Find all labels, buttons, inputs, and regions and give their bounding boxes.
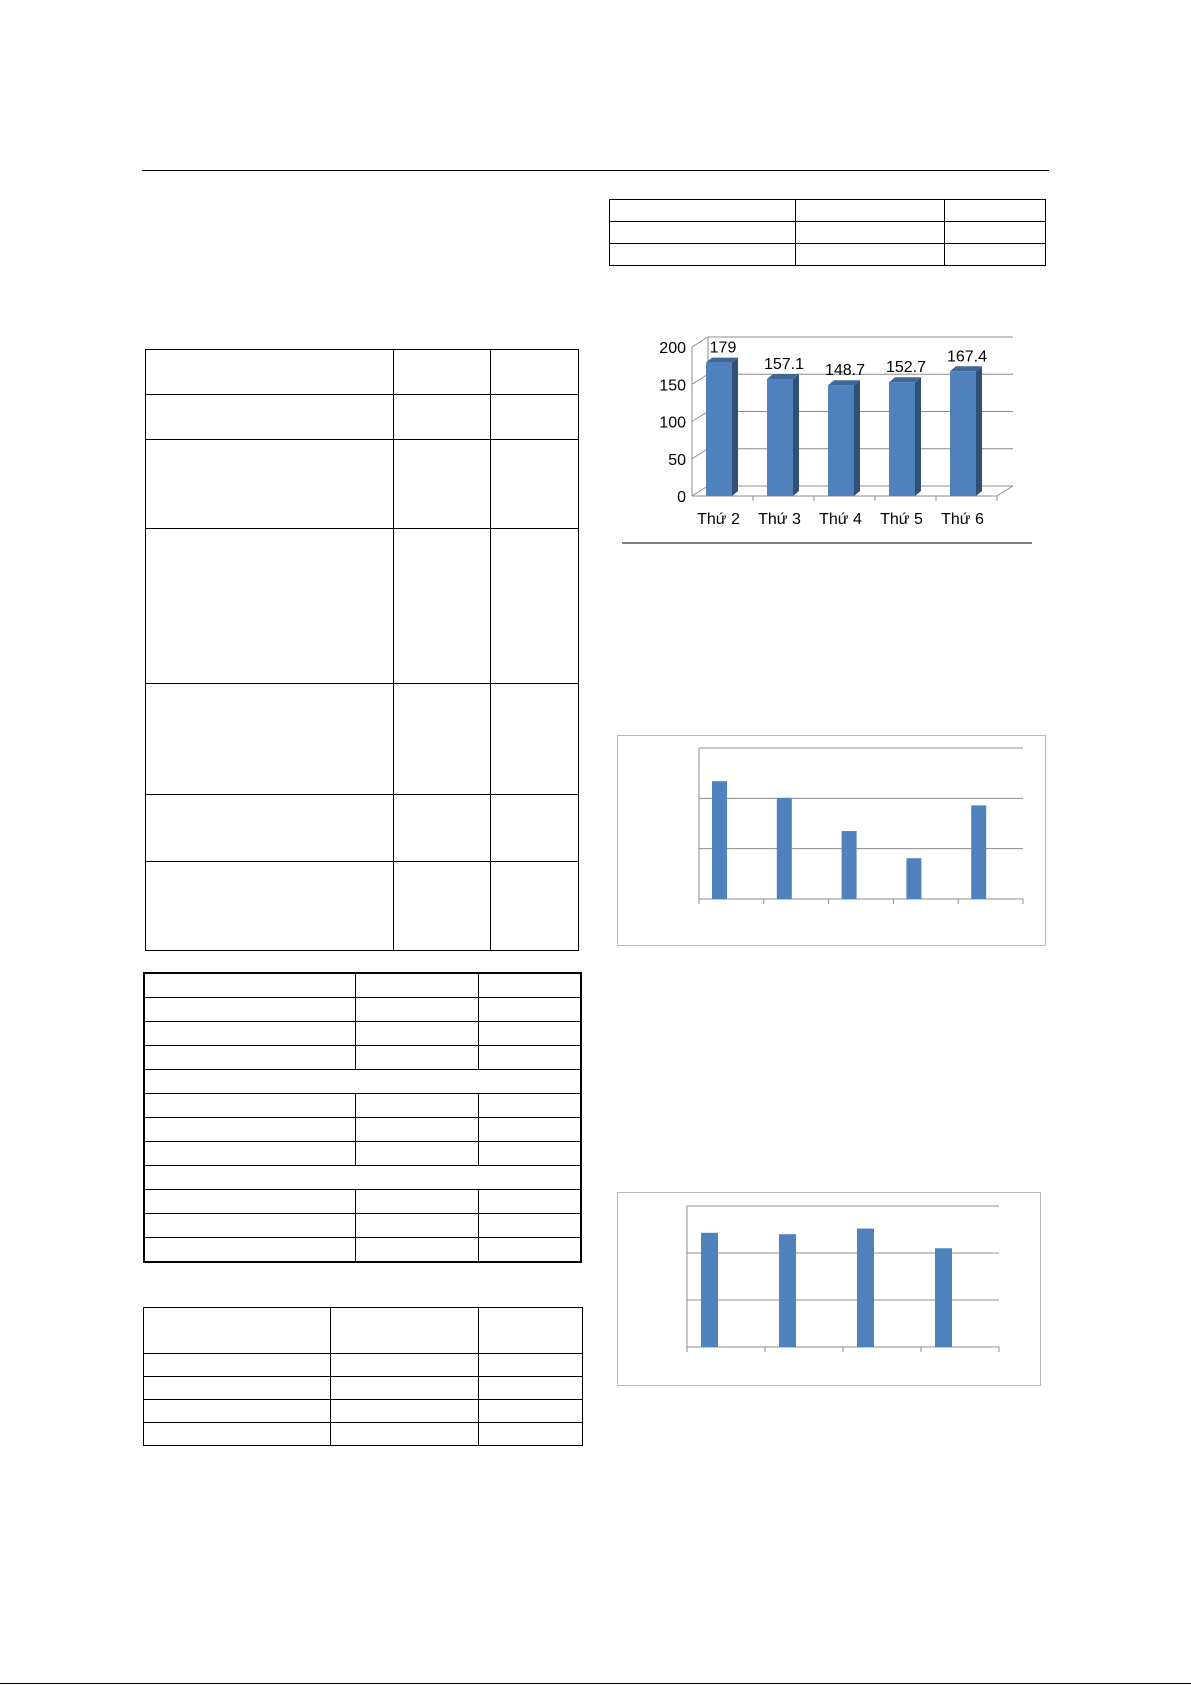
- table-row: [610, 244, 1046, 266]
- table-row: [145, 1190, 581, 1214]
- data-label: 179: [709, 339, 737, 357]
- y-tick-label: 50: [668, 451, 686, 469]
- table-row: [146, 684, 579, 795]
- table-row: [145, 998, 581, 1022]
- x-tick-label: Thứ 2: [697, 511, 740, 528]
- table-row: [145, 1214, 581, 1238]
- bar-chart-2: [617, 735, 1046, 946]
- floor-right: [997, 486, 1013, 496]
- gridline-side: [692, 374, 708, 384]
- x-tick-label: Thứ 3: [758, 511, 801, 528]
- data-label: 148.7: [824, 362, 866, 380]
- table-row: [145, 1094, 581, 1118]
- table-row: [146, 795, 579, 862]
- data-label: 152.7: [885, 359, 927, 377]
- bar-side: [854, 380, 860, 496]
- data-label: 167.4: [946, 348, 988, 366]
- table-left-2: [144, 973, 581, 1262]
- table-row: [146, 862, 579, 951]
- table-row: [145, 1238, 581, 1262]
- bar: [706, 363, 732, 496]
- table-row: [145, 974, 581, 998]
- table-row: [145, 1046, 581, 1070]
- table-row: [610, 200, 1046, 222]
- bar-side: [976, 366, 982, 496]
- header-rule: [142, 170, 1049, 171]
- bar: [842, 831, 857, 899]
- x-tick-label: Thứ 5: [880, 511, 923, 528]
- table-section-row: [145, 1166, 581, 1190]
- bar: [857, 1229, 874, 1347]
- x-tick-label: Thứ 6: [941, 511, 984, 528]
- table-row: [144, 1423, 583, 1446]
- table-row: [146, 350, 579, 395]
- table-row: [144, 1400, 583, 1423]
- bar: [828, 385, 854, 496]
- table-section-row: [145, 1070, 581, 1094]
- table-row: [146, 440, 579, 529]
- bar-side: [732, 358, 738, 496]
- bar-side: [793, 374, 799, 496]
- bar-side: [915, 377, 921, 496]
- table-row: [144, 1354, 583, 1377]
- table-row: [144, 1377, 583, 1400]
- table-row: [145, 1118, 581, 1142]
- data-label: 157.1: [763, 355, 805, 373]
- footer-rule: [0, 1683, 1191, 1684]
- y-tick-label: 150: [659, 377, 686, 395]
- bar: [906, 858, 921, 899]
- bar: [712, 781, 727, 899]
- table-row: [610, 222, 1046, 244]
- bar: [767, 379, 793, 496]
- bar: [950, 371, 976, 496]
- bar: [971, 805, 986, 899]
- gridline-side: [692, 337, 708, 347]
- chart-frame: [618, 1193, 1041, 1386]
- bar-chart-3d: [620, 332, 1040, 547]
- y-tick-label: 100: [659, 414, 686, 432]
- gridline-side: [692, 486, 708, 496]
- chart1-bottom-rule: [622, 542, 1032, 544]
- x-tick-label: Thứ 4: [819, 511, 862, 528]
- bar: [935, 1248, 952, 1347]
- table-left-1: [145, 349, 579, 951]
- table-row: [146, 529, 579, 684]
- y-tick-label: 200: [659, 340, 686, 357]
- table-row: [144, 1308, 583, 1354]
- bar-chart-3: [617, 1192, 1041, 1386]
- table-left-3: [143, 1307, 583, 1446]
- y-tick-label: 0: [677, 489, 686, 506]
- table-row: [145, 1022, 581, 1046]
- bar: [779, 1234, 796, 1347]
- table-row: [146, 395, 579, 440]
- bar: [777, 798, 792, 899]
- gridline-side: [692, 412, 708, 422]
- table-top-right: [609, 199, 1046, 266]
- bar: [889, 382, 915, 496]
- table-row: [145, 1142, 581, 1166]
- bar: [701, 1233, 718, 1347]
- gridline-side: [692, 449, 708, 459]
